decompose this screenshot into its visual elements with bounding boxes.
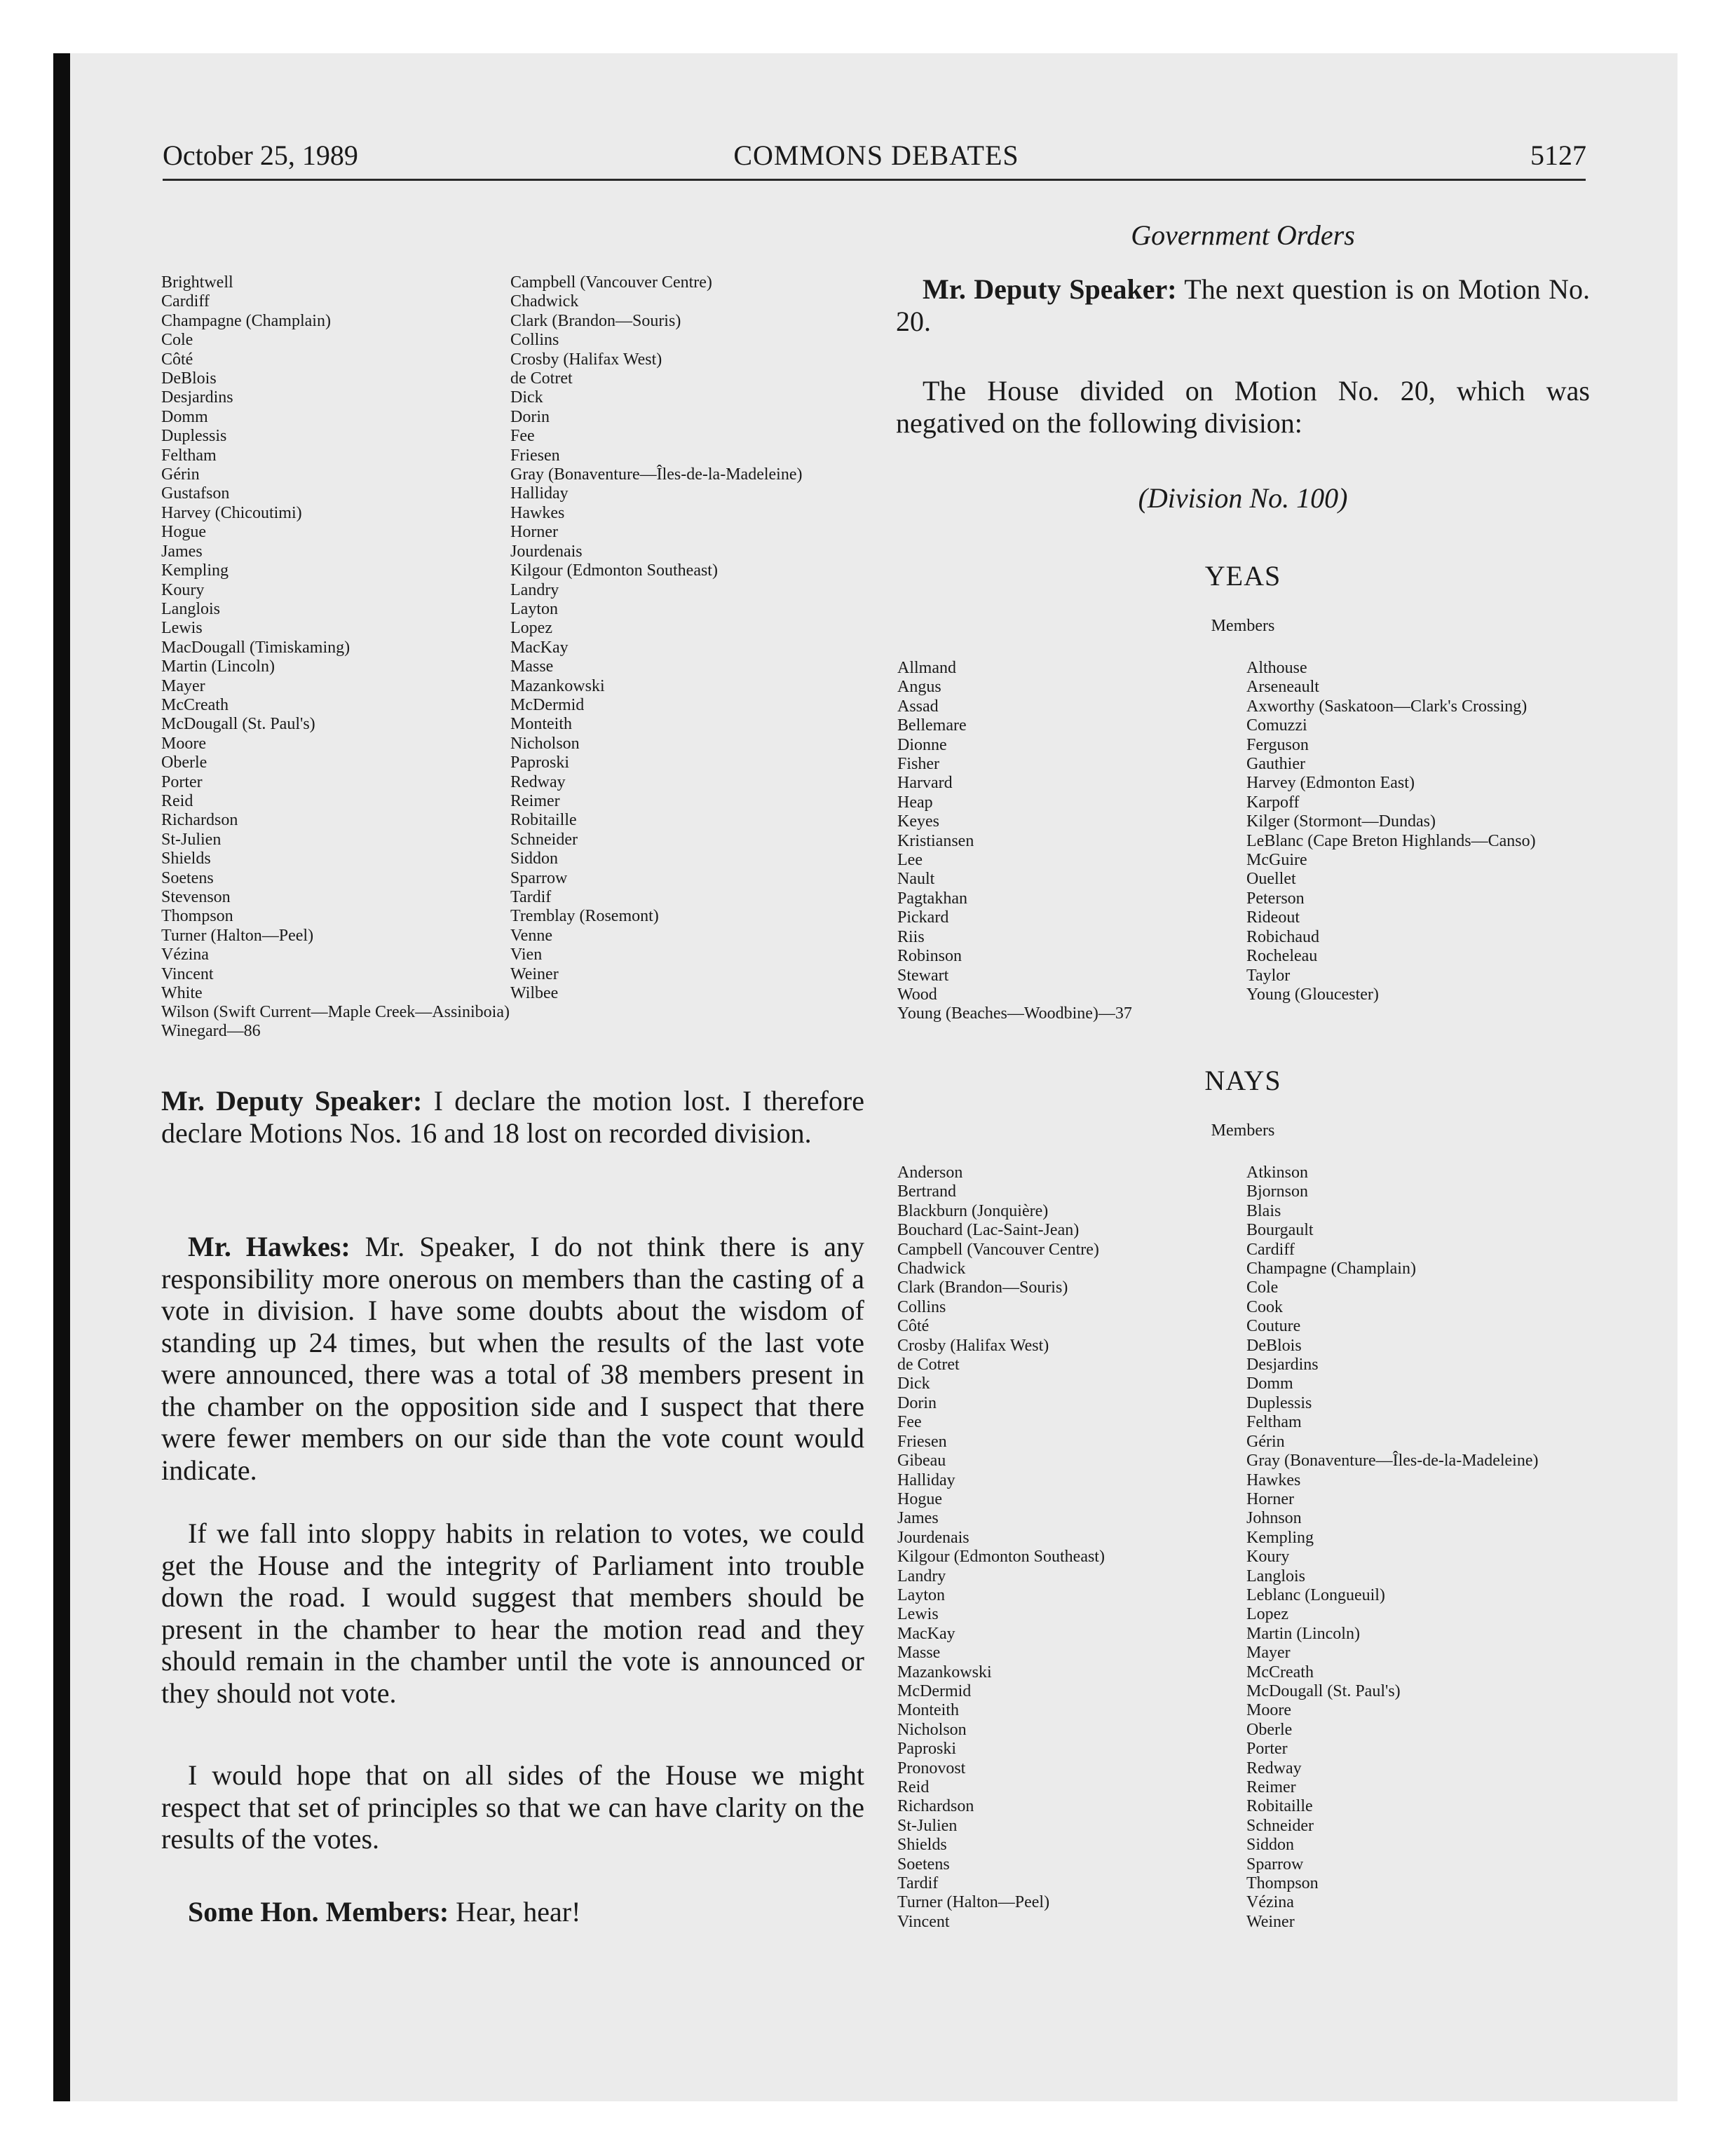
member-name: Cole bbox=[161, 331, 193, 350]
member-name: Bellemare bbox=[897, 716, 967, 735]
speech-paragraph bbox=[161, 1517, 864, 1709]
member-name: Koury bbox=[1246, 1548, 1290, 1567]
section-title: Government Orders bbox=[1131, 219, 1355, 251]
speech-text: The House divided on Motion No. 20, which was negatived on the following division: bbox=[896, 375, 1590, 439]
member-name: Vincent bbox=[897, 1912, 950, 1931]
member-name: Bertrand bbox=[897, 1182, 956, 1201]
speech-text: I would hope that on all sides of the House we might respect that set of principles so that we can have clarity on the results of the votes. bbox=[161, 1759, 864, 1855]
member-name: Champagne (Champlain) bbox=[1246, 1260, 1416, 1278]
member-name: Robichaud bbox=[1246, 927, 1319, 946]
member-name: Wilbee bbox=[510, 984, 559, 1003]
member-name: Tremblay (Rosemont) bbox=[510, 907, 659, 926]
speaker-label: Mr. Deputy Speaker: bbox=[923, 273, 1177, 305]
yeas-list-col1 bbox=[897, 659, 1132, 1024]
member-name: Feltham bbox=[1246, 1413, 1302, 1432]
member-name: Kilgour (Edmonton Southeast) bbox=[510, 561, 718, 580]
member-name: St-Julien bbox=[161, 830, 222, 849]
member-name: Langlois bbox=[161, 599, 220, 618]
member-name: Layton bbox=[897, 1585, 945, 1604]
member-name: Jourdenais bbox=[897, 1528, 969, 1547]
member-name: Taylor bbox=[1246, 966, 1291, 985]
member-name: Fee bbox=[510, 427, 535, 446]
member-name: Redway bbox=[1246, 1759, 1302, 1778]
member-name: Atkinson bbox=[1246, 1164, 1309, 1182]
member-name: James bbox=[161, 542, 203, 561]
member-name: Blackburn (Jonquière) bbox=[897, 1201, 1049, 1220]
member-name: Siddon bbox=[510, 850, 559, 868]
member-name: Clark (Brandon—Souris) bbox=[897, 1278, 1068, 1297]
member-name: Chadwick bbox=[510, 292, 579, 311]
header-title: COMMONS DEBATES bbox=[733, 139, 1019, 171]
member-name: Thompson bbox=[161, 907, 233, 926]
member-name: Soetens bbox=[897, 1855, 950, 1874]
member-name: McDermid bbox=[510, 695, 585, 714]
speech-text: Mr. Speaker, I do not think there is any responsibility more onerous on members than the casting of a vote in division. I have some doubts about the wisdom of standing up 24 times, but when the results of the last vote were announced, there was a total of 38 members present in the chamber on the opposition side and I suspect that there were fewer members on our side than the vote count would indicate. bbox=[161, 1231, 864, 1486]
member-name: Lewis bbox=[897, 1605, 939, 1624]
member-name: Rocheleau bbox=[1246, 947, 1318, 966]
division-number: (Division No. 100) bbox=[1138, 482, 1348, 514]
member-name: Reid bbox=[161, 791, 193, 810]
member-name: Richardson bbox=[161, 811, 238, 830]
speech-hawkes bbox=[161, 1231, 864, 1486]
member-name: Masse bbox=[510, 657, 554, 676]
member-name: Mayer bbox=[1246, 1644, 1291, 1663]
member-name: Paproski bbox=[510, 753, 569, 772]
member-name: Cole bbox=[1246, 1278, 1279, 1297]
member-name: Couture bbox=[1246, 1317, 1301, 1336]
member-name: Lee bbox=[897, 851, 923, 870]
member-name: Dorin bbox=[510, 407, 550, 426]
member-name: Crosby (Halifax West) bbox=[510, 350, 662, 369]
member-name: Hogue bbox=[161, 523, 206, 542]
member-name: Vien bbox=[510, 946, 543, 964]
member-name: de Cotret bbox=[510, 369, 573, 388]
member-name: Schneider bbox=[1246, 1816, 1314, 1835]
speech-deputy-speaker-motion bbox=[896, 273, 1590, 337]
member-name: Fee bbox=[897, 1413, 922, 1432]
member-name: Côté bbox=[161, 350, 193, 369]
speech-text: I declare the motion lost. I therefore declare Motions Nos. 16 and 18 lost on recorded division. bbox=[161, 1085, 864, 1149]
member-name: Domm bbox=[1246, 1374, 1293, 1393]
speech-text: Hear, hear! bbox=[449, 1896, 581, 1928]
member-name: Champagne (Champlain) bbox=[161, 311, 331, 330]
member-name: Sparrow bbox=[1246, 1855, 1304, 1874]
member-name: Kempling bbox=[1246, 1528, 1314, 1547]
left-member-list-col1 bbox=[161, 273, 350, 1003]
division-statement bbox=[896, 375, 1590, 439]
header-rule bbox=[163, 179, 1586, 181]
yeas-list-col2 bbox=[1246, 659, 1536, 1004]
member-name: Nicholson bbox=[510, 734, 580, 753]
member-name: Keyes bbox=[897, 812, 939, 831]
member-name: Oberle bbox=[1246, 1720, 1293, 1739]
member-name: White bbox=[161, 984, 203, 1003]
member-name: St-Julien bbox=[897, 1816, 958, 1835]
nays-heading: NAYS bbox=[1204, 1065, 1281, 1096]
member-name: Weiner bbox=[1246, 1912, 1295, 1931]
speech-text: The next question is on Motion No. 20. bbox=[896, 273, 1590, 337]
member-name: Campbell (Vancouver Centre) bbox=[897, 1240, 1099, 1259]
member-name: Feltham bbox=[161, 446, 217, 465]
member-name: Porter bbox=[1246, 1740, 1288, 1759]
member-name: Vincent bbox=[161, 964, 214, 983]
member-name: Collins bbox=[510, 331, 559, 350]
member-name: Siddon bbox=[1246, 1836, 1295, 1855]
member-name: Landry bbox=[897, 1567, 946, 1585]
member-name: Lopez bbox=[510, 619, 552, 638]
member-name: Horner bbox=[510, 523, 558, 542]
member-name: Shields bbox=[161, 850, 211, 868]
member-name: Riis bbox=[897, 927, 925, 946]
member-name: Duplessis bbox=[1246, 1393, 1312, 1412]
member-name: McGuire bbox=[1246, 851, 1307, 870]
speech-deputy-speaker bbox=[161, 1085, 864, 1149]
speech-text: If we fall into sloppy habits in relation to votes, we could get the House and the integrity of Parliament into trouble down the road. I would suggest that members should be present in the chamber to hear the motion read and they should remain in the chamber until the vote is announced or they should not vote. bbox=[161, 1517, 864, 1709]
member-name: Heap bbox=[897, 793, 933, 812]
member-name: James bbox=[897, 1509, 939, 1528]
member-name: DeBlois bbox=[1246, 1336, 1302, 1355]
member-name: Stewart bbox=[897, 966, 949, 985]
member-name: MacDougall (Timiskaming) bbox=[161, 638, 351, 657]
member-name: Johnson bbox=[1246, 1509, 1302, 1528]
member-name: Peterson bbox=[1246, 889, 1305, 908]
member-name: Blais bbox=[1246, 1201, 1281, 1220]
member-name: Fisher bbox=[897, 755, 939, 774]
member-name: Gérin bbox=[161, 465, 200, 484]
member-name: Paproski bbox=[897, 1740, 956, 1759]
member-name: Monteith bbox=[510, 715, 572, 734]
member-name: Mayer bbox=[161, 676, 205, 695]
member-name: Gibeau bbox=[897, 1452, 946, 1471]
member-name: Tardif bbox=[897, 1874, 939, 1893]
header-date: October 25, 1989 bbox=[163, 139, 358, 171]
member-name: Leblanc (Longueuil) bbox=[1246, 1585, 1385, 1604]
member-name: Gauthier bbox=[1246, 755, 1305, 774]
member-name: Pronovost bbox=[897, 1759, 966, 1778]
member-name: Dick bbox=[510, 388, 543, 407]
member-name: Crosby (Halifax West) bbox=[897, 1336, 1049, 1355]
member-name: McCreath bbox=[161, 695, 229, 714]
member-name: Horner bbox=[1246, 1489, 1294, 1508]
member-name: Harvey (Chicoutimi) bbox=[161, 503, 302, 522]
member-name: DeBlois bbox=[161, 369, 217, 388]
member-name: Young (Gloucester) bbox=[1246, 985, 1379, 1004]
speech-some-members bbox=[161, 1896, 864, 1928]
member-name: Halliday bbox=[510, 484, 569, 503]
member-name: Vézina bbox=[161, 946, 209, 964]
member-name: LeBlanc (Cape Breton Highlands—Canso) bbox=[1246, 831, 1536, 850]
member-name: Winegard—86 bbox=[161, 1022, 261, 1041]
member-name: Robitaille bbox=[1246, 1797, 1313, 1816]
member-name: Langlois bbox=[1246, 1567, 1305, 1585]
member-name: Cardiff bbox=[161, 292, 210, 311]
member-name: Desjardins bbox=[1246, 1356, 1319, 1374]
member-name: Brightwell bbox=[161, 273, 233, 292]
member-name: Moore bbox=[161, 734, 206, 753]
header-page-number: 5127 bbox=[1530, 139, 1586, 171]
member-name: Masse bbox=[897, 1644, 941, 1663]
member-name: Reid bbox=[897, 1778, 930, 1796]
member-name: Anderson bbox=[897, 1164, 963, 1182]
member-name: Domm bbox=[161, 407, 208, 426]
member-name: Venne bbox=[510, 926, 552, 945]
member-name: Arseneault bbox=[1246, 678, 1319, 697]
member-name: Robinson bbox=[897, 947, 962, 966]
member-name: Dionne bbox=[897, 735, 947, 754]
member-name: Cardiff bbox=[1246, 1240, 1295, 1259]
member-name: Friesen bbox=[510, 446, 560, 465]
member-name: Campbell (Vancouver Centre) bbox=[510, 273, 712, 292]
member-name: Gray (Bonaventure—Îles-de-la-Madeleine) bbox=[510, 465, 803, 484]
member-name: Allmand bbox=[897, 659, 956, 677]
member-name: Tardif bbox=[510, 888, 552, 906]
member-name: Martin (Lincoln) bbox=[161, 657, 275, 676]
member-name: Duplessis bbox=[161, 427, 227, 446]
member-name: Richardson bbox=[897, 1797, 974, 1816]
member-name: Sparrow bbox=[510, 868, 568, 887]
member-name: Kristiansen bbox=[897, 831, 974, 850]
yeas-heading: YEAS bbox=[1204, 560, 1281, 592]
speaker-label: Mr. Deputy Speaker: bbox=[161, 1085, 423, 1117]
member-name: Axworthy (Saskatoon—Clark's Crossing) bbox=[1246, 697, 1528, 716]
member-name: Dorin bbox=[897, 1393, 937, 1412]
member-name: Bouchard (Lac-Saint-Jean) bbox=[897, 1221, 1080, 1240]
member-name: Shields bbox=[897, 1836, 947, 1855]
member-name: Collins bbox=[897, 1297, 946, 1316]
member-name: Assad bbox=[897, 697, 939, 716]
member-name: de Cotret bbox=[897, 1356, 960, 1374]
member-name: Kilgour (Edmonton Southeast) bbox=[897, 1548, 1105, 1567]
member-name: Reimer bbox=[1246, 1778, 1296, 1796]
member-name: Soetens bbox=[161, 868, 214, 887]
member-name: Clark (Brandon—Souris) bbox=[510, 311, 681, 330]
member-name: McDermid bbox=[897, 1681, 972, 1700]
member-name: Kilger (Stormont—Dundas) bbox=[1246, 812, 1436, 831]
member-name: Schneider bbox=[510, 830, 578, 849]
member-name: Monteith bbox=[897, 1701, 959, 1720]
member-name: Harvard bbox=[897, 774, 953, 793]
member-name: Robitaille bbox=[510, 811, 577, 830]
member-name: Thompson bbox=[1246, 1874, 1319, 1893]
member-name: Moore bbox=[1246, 1701, 1291, 1720]
member-name: MacKay bbox=[510, 638, 569, 657]
member-name: Gustafson bbox=[161, 484, 230, 503]
member-name: Pagtakhan bbox=[897, 889, 967, 908]
scan-edge-bar bbox=[53, 53, 70, 2101]
member-name: Hawkes bbox=[1246, 1471, 1301, 1489]
member-name: Landry bbox=[510, 580, 559, 599]
member-name: Chadwick bbox=[897, 1260, 966, 1278]
member-name: Layton bbox=[510, 599, 558, 618]
member-name: MacKay bbox=[897, 1624, 955, 1643]
member-name: Rideout bbox=[1246, 908, 1300, 927]
member-name: Wood bbox=[897, 985, 937, 1004]
member-name: Cook bbox=[1246, 1297, 1284, 1316]
member-name: McCreath bbox=[1246, 1663, 1314, 1681]
member-name: Angus bbox=[897, 678, 941, 697]
member-name: Halliday bbox=[897, 1471, 955, 1489]
member-name: Ouellet bbox=[1246, 870, 1296, 889]
member-name: Vézina bbox=[1246, 1893, 1294, 1912]
left-member-list-col2 bbox=[510, 273, 802, 1003]
member-name: Ferguson bbox=[1246, 735, 1309, 754]
member-name: Mazankowski bbox=[510, 676, 605, 695]
member-name: McDougall (St. Paul's) bbox=[161, 715, 315, 734]
member-name: Hawkes bbox=[510, 503, 565, 522]
member-name: Kempling bbox=[161, 561, 229, 580]
member-name: Wilson (Swift Current—Maple Creek—Assiniboia) bbox=[161, 1003, 510, 1021]
nays-list-col1 bbox=[897, 1164, 1105, 1932]
member-name: Martin (Lincoln) bbox=[1246, 1624, 1360, 1643]
speaker-label: Mr. Hawkes: bbox=[188, 1231, 351, 1262]
member-name: Côté bbox=[897, 1317, 930, 1336]
member-name: Turner (Halton—Peel) bbox=[897, 1893, 1050, 1912]
member-name: Hogue bbox=[897, 1489, 942, 1508]
member-name: Lewis bbox=[161, 619, 203, 638]
member-name: Lopez bbox=[1246, 1605, 1288, 1624]
member-name: Bjornson bbox=[1246, 1182, 1309, 1201]
member-name: Reimer bbox=[510, 791, 560, 810]
member-name: Harvey (Edmonton East) bbox=[1246, 774, 1415, 793]
member-name: Nault bbox=[897, 870, 935, 889]
member-name: Gérin bbox=[1246, 1432, 1285, 1451]
member-name: Oberle bbox=[161, 753, 207, 772]
speaker-label: Some Hon. Members: bbox=[188, 1896, 449, 1928]
member-name: Bourgault bbox=[1246, 1221, 1314, 1240]
member-name: Friesen bbox=[897, 1432, 947, 1451]
member-name: Turner (Halton—Peel) bbox=[161, 926, 314, 945]
member-name: Jourdenais bbox=[510, 542, 583, 561]
member-name: Gray (Bonaventure—Îles-de-la-Madeleine) bbox=[1246, 1452, 1539, 1471]
member-name: Althouse bbox=[1246, 659, 1307, 677]
member-name: Koury bbox=[161, 580, 205, 599]
member-name: Karpoff bbox=[1246, 793, 1300, 812]
nays-members-label: Members bbox=[1211, 1121, 1275, 1140]
yeas-members-label: Members bbox=[1211, 617, 1275, 635]
member-name: Nicholson bbox=[897, 1720, 967, 1739]
member-name: Comuzzi bbox=[1246, 716, 1307, 735]
member-name: McDougall (St. Paul's) bbox=[1246, 1681, 1401, 1700]
nays-list-col2 bbox=[1246, 1164, 1538, 1932]
member-name: Stevenson bbox=[161, 888, 231, 906]
member-name: Pickard bbox=[897, 908, 949, 927]
left-member-list-tail bbox=[161, 1003, 510, 1042]
member-name: Desjardins bbox=[161, 388, 233, 407]
member-name: Dick bbox=[897, 1374, 930, 1393]
speech-paragraph bbox=[161, 1759, 864, 1855]
member-name: Porter bbox=[161, 772, 203, 791]
member-name: Young (Beaches—Woodbine)—37 bbox=[897, 1004, 1132, 1023]
member-name: Mazankowski bbox=[897, 1663, 992, 1681]
member-name: Redway bbox=[510, 772, 566, 791]
member-name: Weiner bbox=[510, 964, 559, 983]
